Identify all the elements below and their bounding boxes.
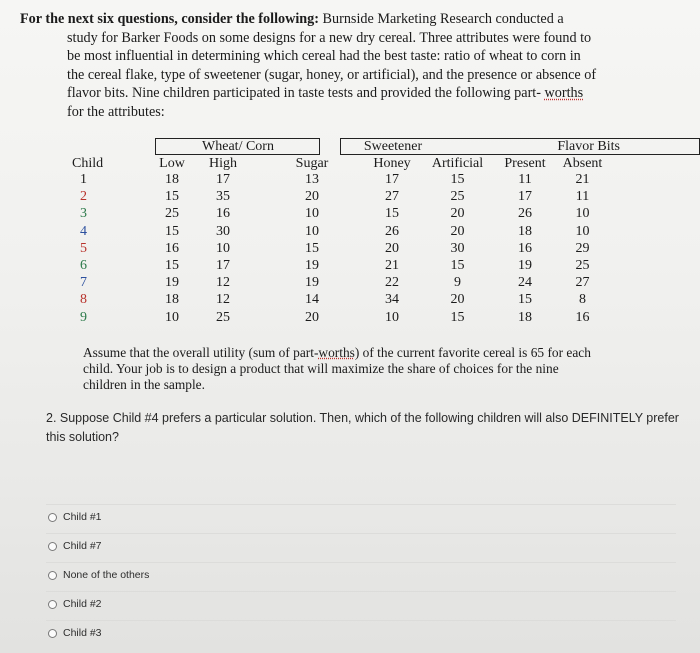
table-cell: 20 xyxy=(305,309,319,325)
table-cell: 26 xyxy=(518,206,532,222)
table-cell: 20 xyxy=(450,292,465,308)
table-cell: 8 xyxy=(579,292,586,308)
table-cell: 16 xyxy=(518,240,532,256)
child-number: 5 xyxy=(80,240,87,256)
table-cell: 34 xyxy=(385,292,399,308)
table-cell: 25 xyxy=(575,258,590,273)
option-child-3[interactable] xyxy=(48,619,648,647)
table-cell: 20 xyxy=(450,223,465,239)
table-row xyxy=(70,206,630,222)
table-cell: 24 xyxy=(518,275,532,291)
table-cell: 27 xyxy=(575,275,590,291)
intro-lead: For the next six questions, consider the following: xyxy=(20,11,319,27)
column-header-row xyxy=(70,156,630,172)
table-cell: 25 xyxy=(216,309,230,325)
table-cell: 10 xyxy=(385,309,399,325)
table-cell: 20 xyxy=(305,189,319,205)
intro-line-2: study for Barker Foods on some designs for a new dry cereal. Three attributes were found to xyxy=(67,29,592,46)
intro-line-3: be most influential in determining which cereal had the best taste: ratio of wheat to corn in xyxy=(67,48,581,65)
table-row xyxy=(70,172,630,188)
table-cell: 13 xyxy=(305,172,319,187)
table-cell: 17 xyxy=(216,172,230,187)
table-row xyxy=(70,310,630,326)
col-child: Child xyxy=(72,156,104,171)
assumption-paragraph xyxy=(83,345,603,393)
child-number: 8 xyxy=(80,292,87,308)
table-cell: 10 xyxy=(575,223,590,239)
flavor-bits-header: Flavor Bits xyxy=(557,139,620,154)
table-cell: 25 xyxy=(165,206,179,222)
table-cell: 15 xyxy=(165,223,179,239)
table-cell: 10 xyxy=(165,309,179,325)
table-cell: 35 xyxy=(216,189,230,205)
table-cell: 15 xyxy=(450,258,465,273)
option-label: None of the others xyxy=(63,569,150,581)
table-cell: 18 xyxy=(165,172,179,187)
table-cell: 17 xyxy=(216,258,230,273)
table-cell: 26 xyxy=(385,223,399,239)
table-cell: 16 xyxy=(575,309,590,325)
table-cell: 11 xyxy=(518,172,532,187)
table-row xyxy=(70,292,630,308)
table-cell: 18 xyxy=(518,309,532,325)
table-cell: 15 xyxy=(450,309,465,325)
table-cell: 17 xyxy=(385,172,399,187)
option-child-2[interactable] xyxy=(48,590,648,618)
col-high: High xyxy=(209,156,237,171)
table-cell: 15 xyxy=(305,240,319,256)
option-child-1[interactable] xyxy=(48,503,648,531)
part-worths-table xyxy=(70,138,630,330)
table-cell: 11 xyxy=(575,189,590,205)
option-label: Child #1 xyxy=(63,511,102,523)
radio-icon[interactable] xyxy=(48,629,57,638)
intro-line-5: flavor bits. Nine children participated in taste tests and provided the following part- xyxy=(67,85,541,102)
table-cell: 19 xyxy=(165,275,179,291)
table-cell: 9 xyxy=(454,275,461,291)
table-cell: 29 xyxy=(575,240,590,256)
question-text: 2. Suppose Child #4 prefers a particular solution. Then, which of the following children will also DEFINITELY prefer this solution? xyxy=(46,411,679,444)
col-present: Present xyxy=(504,156,546,171)
table-cell: 25 xyxy=(450,189,465,205)
table-cell: 20 xyxy=(450,206,465,222)
table-cell: 15 xyxy=(165,258,179,273)
table-cell: 19 xyxy=(518,258,532,273)
table-cell: 30 xyxy=(216,223,230,239)
table-row xyxy=(70,258,630,274)
child-number: 1 xyxy=(80,172,87,187)
assume-text-2: ) of the current favorite cereal is 65 for each child. Your job is to design a product that will maximize the share of choices for the nine children in the sample. xyxy=(83,345,591,392)
radio-icon[interactable] xyxy=(48,542,57,551)
table-cell: 18 xyxy=(165,292,179,308)
table-row xyxy=(70,224,630,240)
table-row xyxy=(70,275,630,291)
child-number: 2 xyxy=(80,189,87,205)
intro-paragraph xyxy=(20,10,660,122)
option-label: Child #7 xyxy=(63,540,102,552)
sweetener-header: Sweetener xyxy=(363,139,423,154)
table-cell: 21 xyxy=(575,172,590,187)
table-cell: 12 xyxy=(216,292,230,308)
col-low: Low xyxy=(159,156,185,171)
table-cell: 10 xyxy=(216,240,230,256)
table-cell: 10 xyxy=(305,206,319,222)
assume-worths: worths xyxy=(318,345,355,360)
radio-icon[interactable] xyxy=(48,513,57,522)
wheat-corn-header: Wheat/ Corn xyxy=(202,139,274,154)
radio-icon[interactable] xyxy=(48,600,57,609)
table-cell: 19 xyxy=(305,275,319,291)
child-number: 7 xyxy=(80,275,87,291)
table-row xyxy=(70,241,630,257)
intro-line-4: the cereal flake, type of sweetener (sugar, honey, or artificial), and the presence or absence of xyxy=(67,66,597,83)
option-label: Child #2 xyxy=(63,598,102,610)
col-absent: Absent xyxy=(562,156,603,171)
table-cell: 30 xyxy=(450,240,465,256)
option-label: Child #3 xyxy=(63,627,102,639)
table-row xyxy=(70,189,630,205)
radio-icon[interactable] xyxy=(48,571,57,580)
table-cell: 19 xyxy=(305,258,319,273)
option-child-7[interactable] xyxy=(48,532,648,560)
intro-worths: worths xyxy=(544,85,584,102)
table-cell: 12 xyxy=(216,275,230,291)
table-cell: 27 xyxy=(385,189,399,205)
table-cell: 10 xyxy=(575,206,590,222)
table-cell: 18 xyxy=(518,223,532,239)
table-cell: 17 xyxy=(518,189,532,205)
table-cell: 21 xyxy=(385,258,399,273)
table-cell: 15 xyxy=(450,172,465,187)
col-honey: Honey xyxy=(373,156,411,171)
table-cell: 22 xyxy=(385,275,399,291)
table-cell: 20 xyxy=(385,240,399,256)
col-sugar: Sugar xyxy=(295,156,329,171)
intro-line-6: for the attributes: xyxy=(67,103,165,120)
assume-text-1: Assume that the overall utility (sum of part- xyxy=(83,345,319,360)
col-artificial: Artificial xyxy=(431,156,484,171)
option-none-of-the-others[interactable] xyxy=(48,561,648,589)
table-cell: 15 xyxy=(385,206,399,222)
child-number: 4 xyxy=(80,223,87,239)
child-number: 9 xyxy=(80,309,87,325)
child-number: 3 xyxy=(80,206,87,222)
table-cell: 16 xyxy=(216,206,230,222)
intro-line-1: Burnside Marketing Research conducted a xyxy=(322,11,564,27)
table-cell: 14 xyxy=(305,292,319,308)
table-cell: 15 xyxy=(518,292,532,308)
table-cell: 15 xyxy=(165,189,179,205)
child-number: 6 xyxy=(80,258,87,273)
table-cell: 10 xyxy=(305,223,319,239)
table-cell: 16 xyxy=(165,240,179,256)
